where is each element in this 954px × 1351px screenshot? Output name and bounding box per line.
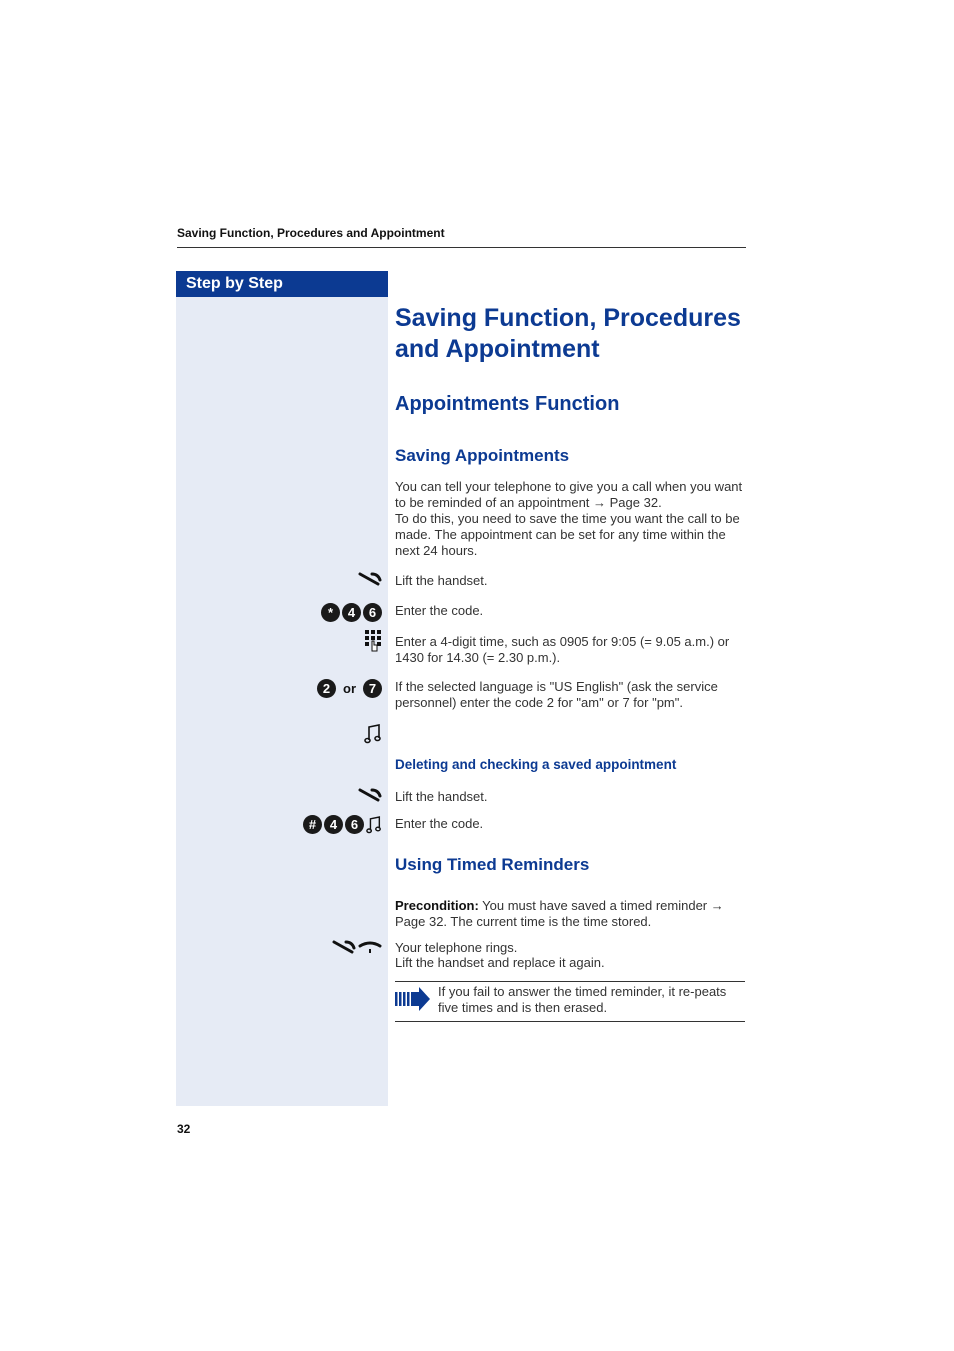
- step-enter-code: Enter the code.: [395, 603, 484, 618]
- or-label: or: [343, 681, 356, 696]
- code-keys: [321, 603, 382, 622]
- digit-7-key-icon: 7: [363, 679, 382, 698]
- saving-heading: Saving Appointments: [395, 446, 570, 465]
- intro-paragraph-2: To do this, you need to save the time you want the call to be made. The appointment can be set for any time within the next 24 hours.: [395, 511, 740, 558]
- handset-lift-icon: [358, 570, 382, 588]
- running-header: Saving Function, Procedures and Appointment: [177, 226, 445, 240]
- handset-replace-icon: [358, 938, 382, 956]
- digit-4-key-icon: 4: [342, 603, 361, 622]
- note-arrow-icon: [395, 987, 431, 1016]
- lift-replace-icons: [332, 938, 382, 956]
- step-enter-time: Enter a 4-digit time, such as 0905 for 9:05 (= 9.05 a.m.) or 1430 for 14.30 (= 2.30 p.m.).: [395, 634, 730, 665]
- delete-code-keys: [303, 815, 382, 834]
- sidebar-title-text: Step by Step: [186, 275, 283, 292]
- delete-step-code: Enter the code.: [395, 816, 484, 831]
- keypad-icon: [364, 629, 382, 653]
- digit-6-key-icon: 6: [345, 815, 364, 834]
- note-top-rule: [395, 981, 745, 982]
- section-heading: Appointments Function: [395, 393, 620, 415]
- step-ampm: If the selected language is "US English" (ask the service personnel) enter the code 2 for "am" or 7 for "pm".: [395, 679, 718, 710]
- star-key-icon: *: [321, 603, 340, 622]
- header-rule: [177, 247, 746, 248]
- ampm-keys: [317, 679, 382, 698]
- precondition-text: You must have saved a timed reminder → Page 32. The current time is the time stored.: [395, 898, 724, 929]
- digit-2-key-icon: 2: [317, 679, 336, 698]
- tone-icon: [364, 724, 382, 744]
- hash-key-icon: #: [303, 815, 322, 834]
- tone-icon: [366, 816, 382, 834]
- digit-6-key-icon: 6: [363, 603, 382, 622]
- deleting-heading: Deleting and checking a saved appointment: [395, 757, 677, 772]
- handset-lift-icon: [332, 938, 356, 956]
- page-number: 32: [177, 1122, 191, 1136]
- note-text: If you fail to answer the timed reminder, it re-peats five times and is then erased.: [438, 984, 727, 1015]
- lift-replace-text: Lift the handset and replace it again.: [395, 955, 605, 970]
- precondition: [395, 898, 747, 930]
- intro-paragraph-1: You can tell your telephone to give you a call when you want to be reminded of an appointment → Page 32.: [395, 479, 743, 510]
- sidebar-title: [176, 271, 388, 297]
- handset-lift-icon: [358, 786, 382, 804]
- page-title: Saving Function, Procedures and Appointment: [395, 304, 741, 363]
- phone-rings: Your telephone rings.: [395, 940, 518, 955]
- delete-step-lift: Lift the handset.: [395, 789, 488, 804]
- digit-4-key-icon: 4: [324, 815, 343, 834]
- note-bottom-rule: [395, 1021, 745, 1022]
- reminders-heading: Using Timed Reminders: [395, 855, 590, 874]
- precondition-label: Precondition:: [395, 898, 479, 913]
- step-lift-handset: Lift the handset.: [395, 573, 488, 588]
